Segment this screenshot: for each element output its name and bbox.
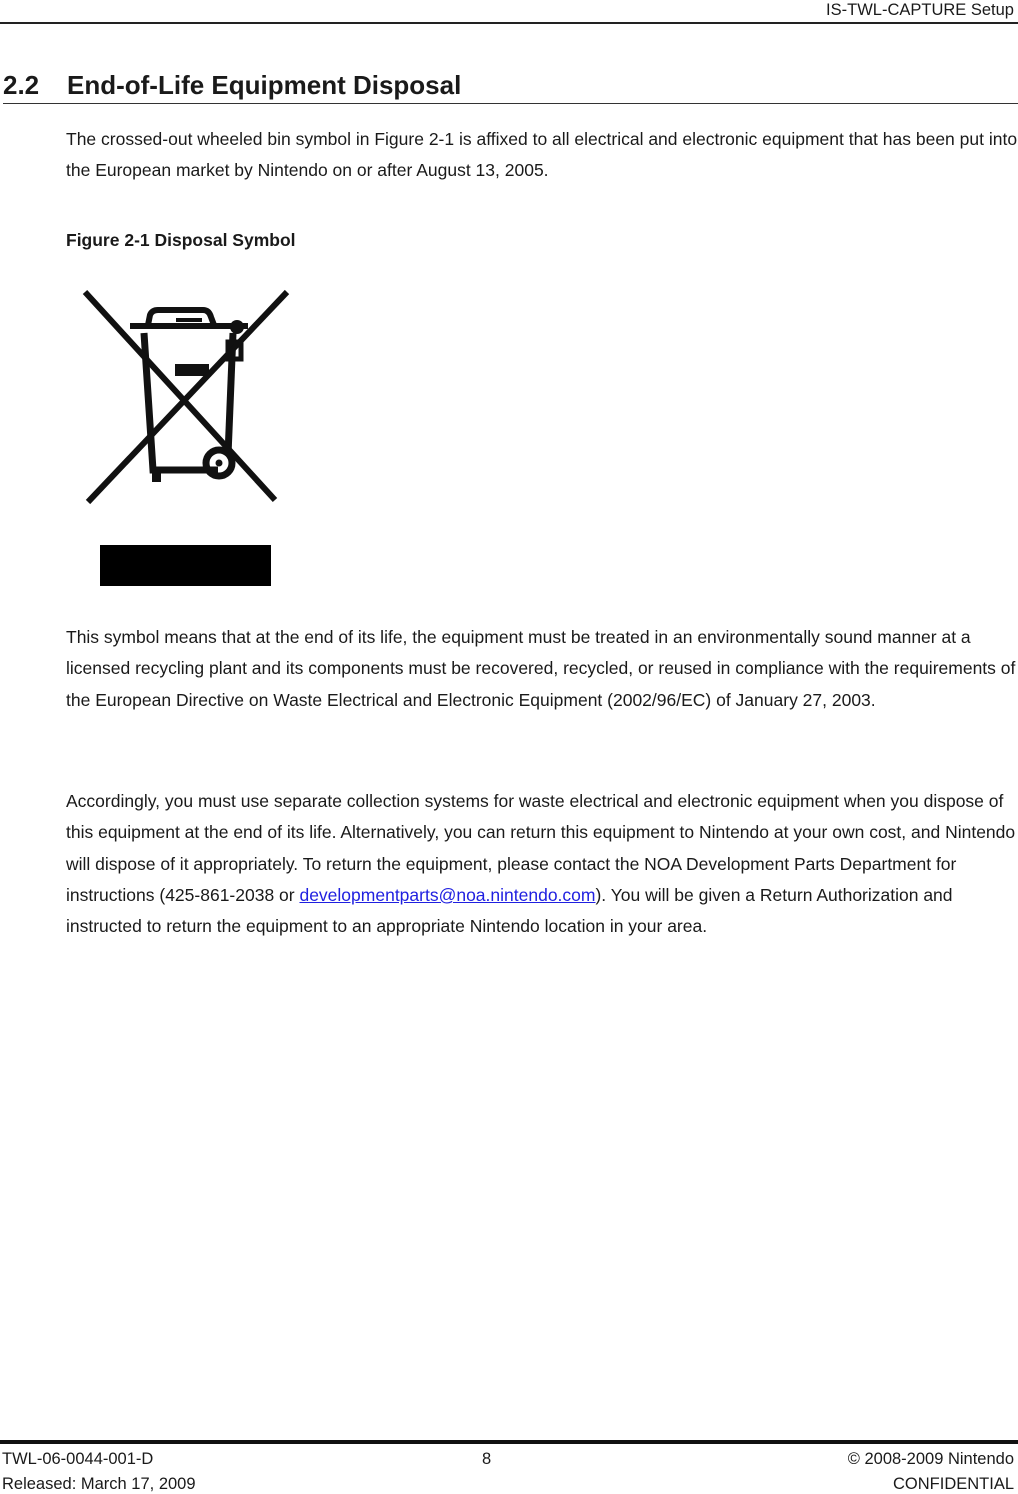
footer-doc-id: TWL-06-0044-001-D	[2, 1450, 154, 1468]
disposal-symbol-figure	[78, 285, 293, 590]
footer-copyright: © 2008-2009 Nintendo	[847, 1450, 1014, 1468]
footer-page-number: 8	[482, 1450, 492, 1468]
disposal-instructions-paragraph	[66, 786, 1018, 942]
symbol-meaning-paragraph: This symbol means that at the end of its life, the equipment must be treated in an environmentally sound manner at a licensed recycling plant and its components must be recovered, recycled, or reused in compliance with the requirements of the European Directive on Waste Electrical and Electronic Equipment (2002/96/EC) of January 27, 2003.	[66, 627, 1016, 710]
intro-paragraph: The crossed-out wheeled bin symbol in Figure 2-1 is affixed to all electrical and electronic equipment that has been put into the European market by Nintendo on or after August 13, 2005.	[66, 129, 1018, 181]
header-title: IS-TWL-CAPTURE Setup	[826, 1, 1014, 19]
footer-release-date: Released: March 17, 2009	[2, 1475, 196, 1493]
footer-rule	[0, 1440, 1018, 1444]
header-rule	[0, 22, 1018, 24]
instructions-text-end: ). You will be given a Return Authorization and instructed to return the equipment to an appropriate Nintendo location in your area.	[66, 884, 953, 937]
footer-confidential: CONFIDENTIAL	[892, 1475, 1014, 1493]
crossed-out-wheeled-bin-icon	[78, 285, 293, 590]
section-number: 2.2	[3, 70, 40, 100]
email-link[interactable]: developmentparts@noa.nintendo.com	[299, 884, 596, 905]
section-title: End-of-Life Equipment Disposal	[67, 70, 462, 100]
figure-caption: Figure 2-1 Disposal Symbol	[66, 230, 296, 250]
instructions-text-start: Accordingly, you must use separate collection systems for waste electrical and electronic equipment when you dispose of this equipment at the end of its life. Alternatively, you can return this equipment to Nintendo at your own cost, and Nintendo will dispose of it appropriately. To return the equipment, please contact the NOA Development Parts Department for instructions (425-861-2038 or	[66, 791, 1016, 905]
section-heading	[3, 68, 1018, 104]
